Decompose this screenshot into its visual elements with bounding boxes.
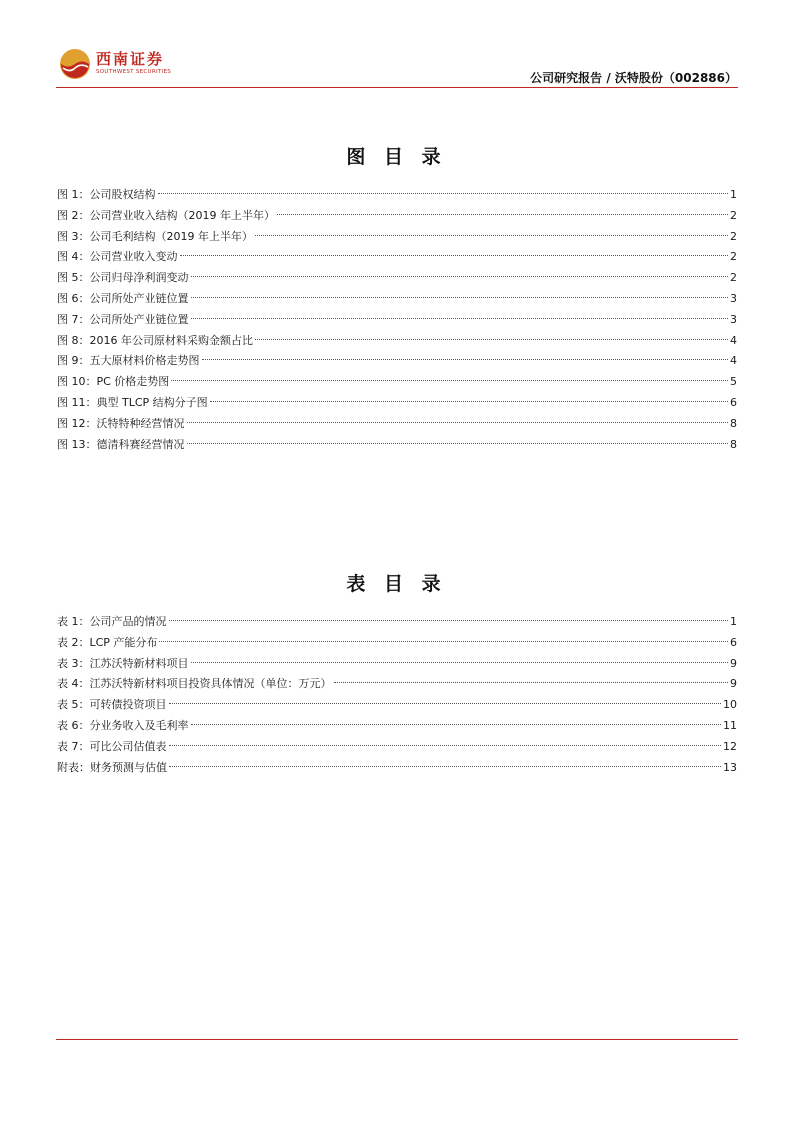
toc-page-number: 9 [730,677,737,691]
toc-dot-leader [169,703,722,704]
toc-page-number: 11 [723,718,737,732]
toc-page-number: 1 [730,615,737,628]
figures-index-list [57,185,737,455]
toc-entry[interactable] [57,185,737,206]
toc-page-number: 1 [730,188,737,201]
toc-page-number: 2 [730,208,737,222]
report-header-title: 公司研究报告 / 沃特股份（002886） [530,71,737,85]
toc-entry-label: 图 10：PC 价格走势图 [57,375,170,389]
toc-dot-leader [171,380,728,381]
toc-dot-leader [191,724,722,725]
toc-dot-leader [191,276,729,277]
toc-dot-leader [187,443,729,444]
toc-entry-label: 表 7：可比公司估值表 [57,739,167,753]
toc-entry[interactable] [57,310,737,331]
logo-text-en: SOUTHWEST SECURITIES [96,69,172,75]
toc-dot-leader [180,255,729,256]
toc-entry-label: 表 2：LCP 产能分布 [57,635,158,649]
toc-page-number: 3 [730,312,737,326]
toc-entry[interactable] [57,716,737,737]
footer-divider [56,1039,738,1040]
logo-text-cn: 西南证券 [96,50,165,68]
toc-entry-label: 图 3：公司毛利结构（2019 年上半年） [57,229,253,243]
toc-entry-label: 图 6：公司所处产业链位置 [57,291,189,305]
toc-dot-leader [159,641,728,642]
toc-page-number: 4 [730,333,737,347]
toc-dot-leader [158,193,729,194]
toc-entry[interactable] [57,737,737,758]
toc-entry[interactable] [57,695,737,716]
header-divider [56,87,738,88]
toc-page-number: 2 [730,271,737,285]
tables-index-title: 表 目 录 [346,573,447,595]
toc-dot-leader [169,745,722,746]
toc-entry-label: 表 4：江苏沃特新材料项目投资具体情况（单位：万元） [57,677,332,691]
toc-dot-leader [255,235,728,236]
toc-entry-label: 表 5：可转债投资项目 [57,698,167,712]
toc-entry[interactable] [57,435,737,456]
toc-entry[interactable] [57,289,737,310]
toc-entry-label: 图 4：公司营业收入变动 [57,250,178,264]
toc-page-number: 2 [730,250,737,264]
toc-page-number: 8 [730,437,737,451]
toc-dot-leader [191,662,729,663]
figures-index-title: 图 目 录 [346,146,447,168]
toc-entry[interactable] [57,351,737,372]
toc-dot-leader [277,214,728,215]
toc-page-number: 13 [723,760,737,774]
toc-page-number: 3 [730,291,737,305]
toc-entry-label: 图 1：公司股权结构 [57,188,156,201]
toc-dot-leader [191,318,729,319]
toc-entry-label: 图 7：公司所处产业链位置 [57,312,189,326]
toc-dot-leader [210,401,728,402]
toc-entry-label: 附表：财务预测与估值 [57,760,167,774]
toc-entry[interactable] [57,393,737,414]
toc-page-number: 8 [730,416,737,430]
toc-entry-label: 图 8：2016 年公司原材料采购金额占比 [57,333,253,347]
toc-entry[interactable] [57,654,737,675]
company-logo [58,47,188,83]
toc-entry[interactable] [57,758,737,779]
toc-entry-label: 图 9：五大原材料价格走势图 [57,354,200,368]
sun-logo-icon [58,47,92,81]
toc-dot-leader [255,339,728,340]
toc-entry[interactable] [57,331,737,352]
toc-entry-label: 图 5：公司归母净利润变动 [57,271,189,285]
toc-entry[interactable] [57,674,737,695]
toc-page-number: 9 [730,656,737,670]
toc-dot-leader [187,422,729,423]
toc-entry[interactable] [57,206,737,227]
toc-entry[interactable] [57,612,737,633]
toc-entry[interactable] [57,372,737,393]
toc-entry[interactable] [57,268,737,289]
tables-index-list [57,612,737,778]
toc-entry-label: 图 2：公司营业收入结构（2019 年上半年） [57,208,275,222]
toc-page-number: 10 [723,698,737,712]
toc-page-number: 6 [730,395,737,409]
toc-entry-label: 表 6：分业务收入及毛利率 [57,718,189,732]
toc-entry-label: 表 3：江苏沃特新材料项目 [57,656,189,670]
toc-entry[interactable] [57,414,737,435]
toc-dot-leader [169,620,729,621]
toc-page-number: 2 [730,229,737,243]
toc-page-number: 5 [730,375,737,389]
toc-entry-label: 图 12：沃特特种经营情况 [57,416,185,430]
toc-dot-leader [202,359,729,360]
toc-entry[interactable] [57,247,737,268]
toc-dot-leader [191,297,729,298]
toc-entry[interactable] [57,227,737,248]
toc-page-number: 6 [730,635,737,649]
toc-page-number: 4 [730,354,737,368]
toc-dot-leader [334,682,729,683]
toc-entry[interactable] [57,633,737,654]
toc-entry-label: 图 11：典型 TLCP 结构分子图 [57,395,208,409]
toc-entry-label: 表 1：公司产品的情况 [57,615,167,628]
toc-dot-leader [169,766,721,767]
toc-entry-label: 图 13：德清科赛经营情况 [57,437,185,451]
toc-page-number: 12 [723,739,737,753]
